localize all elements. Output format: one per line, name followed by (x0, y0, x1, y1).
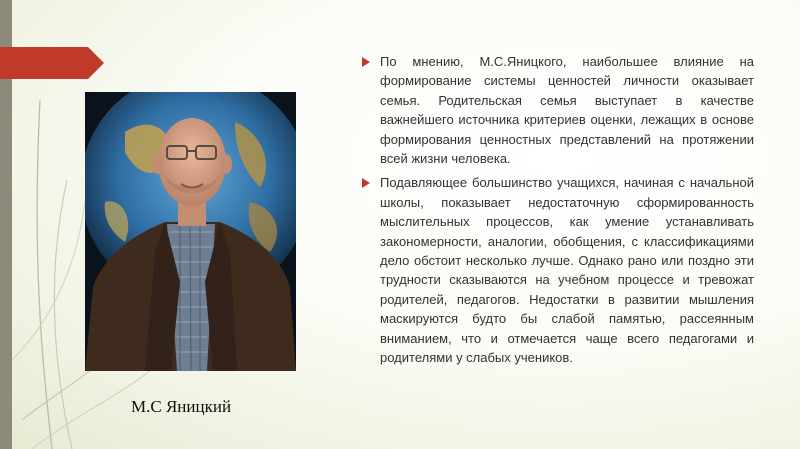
arrow-bullet-icon (362, 178, 370, 188)
paragraph-2-text: Подавляющее большинство учащихся, начиная с начальной школы, показывает недостаточную сформированность мыслительных процессов, как умение устанавливать закономерности, аналогии, обобщения, с классификациями дело обстоит несколько лучше. Однако рано или поздно эти трудности сказываются на учебном процессе и тревожат родителей, педагогов. Недостатки в развитии мышления маскируются будто бы слабой памятью, рассеянным вниманием, что и отмечается чаще всего педагогами и родителями у слабых учеников. (380, 175, 754, 366)
paragraph-1-text: По мнению, М.С.Яницкого, наибольшее влияние на формирование системы ценностей личности оказывает семья. Родительская семья выступает в качестве важнейшего источника критериев оценки, лежащих в основе формирования ценностных представлений на протяжении всей жизни человека. (380, 54, 754, 167)
paragraph-2 (362, 173, 754, 367)
text-content (362, 52, 754, 373)
red-arrow-banner (0, 47, 104, 79)
arrow-bullet-icon (362, 57, 370, 67)
paragraph-1 (362, 52, 754, 168)
photo-caption: М.С Яницкий (131, 397, 232, 416)
portrait-photo (85, 92, 296, 371)
